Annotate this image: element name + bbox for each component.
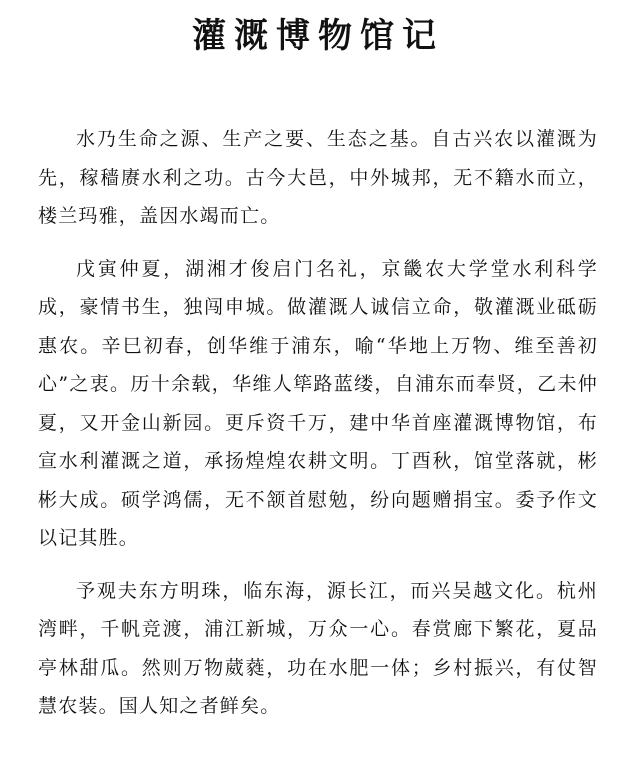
page-title: 灌溉博物馆记 (192, 16, 444, 56)
paragraph-3: 予观夫东方明珠，临东海，源长江，而兴吴越文化。杭州湾畔，千帆竞渡，浦江新城，万众一心。春赏廊下繁花，夏品亭林甜瓜。然则万物葳蕤，功在水肥一体；乡村振兴，有仗智慧农装。国人知之者鲜矣。 (38, 579, 598, 717)
document-body (38, 120, 598, 726)
paragraph-1: 水乃生命之源、生产之要、生态之基。自古兴农以灌溉为先，稼穑赓水利之功。古今大邑，中外城邦，无不籍水而立，楼兰玛雅，盖因水竭而亡。 (38, 128, 598, 227)
paragraph-2: 戊寅仲夏，湖湘才俊启门名礼，京畿农大学堂水利科学成，豪情书生，独闯申城。做灌溉人诚信立命，敬灌溉业砥砺惠农。辛巳初春，创华维于浦东，喻“华地上万物、维至善初心”之衷。历十余载，华维人筚路蓝缕，自浦东而奉贤，乙未仲夏，又开金山新园。更斥资千万，建中华首座灌溉博物馆，布宣水利灌溉之道，承扬煌煌农耕文明。丁酉秋，馆堂落就，彬彬大成。硕学鸿儒，无不颔首慰勉，纷向题赠捐宝。委予作文以记其胜。 (38, 257, 598, 549)
